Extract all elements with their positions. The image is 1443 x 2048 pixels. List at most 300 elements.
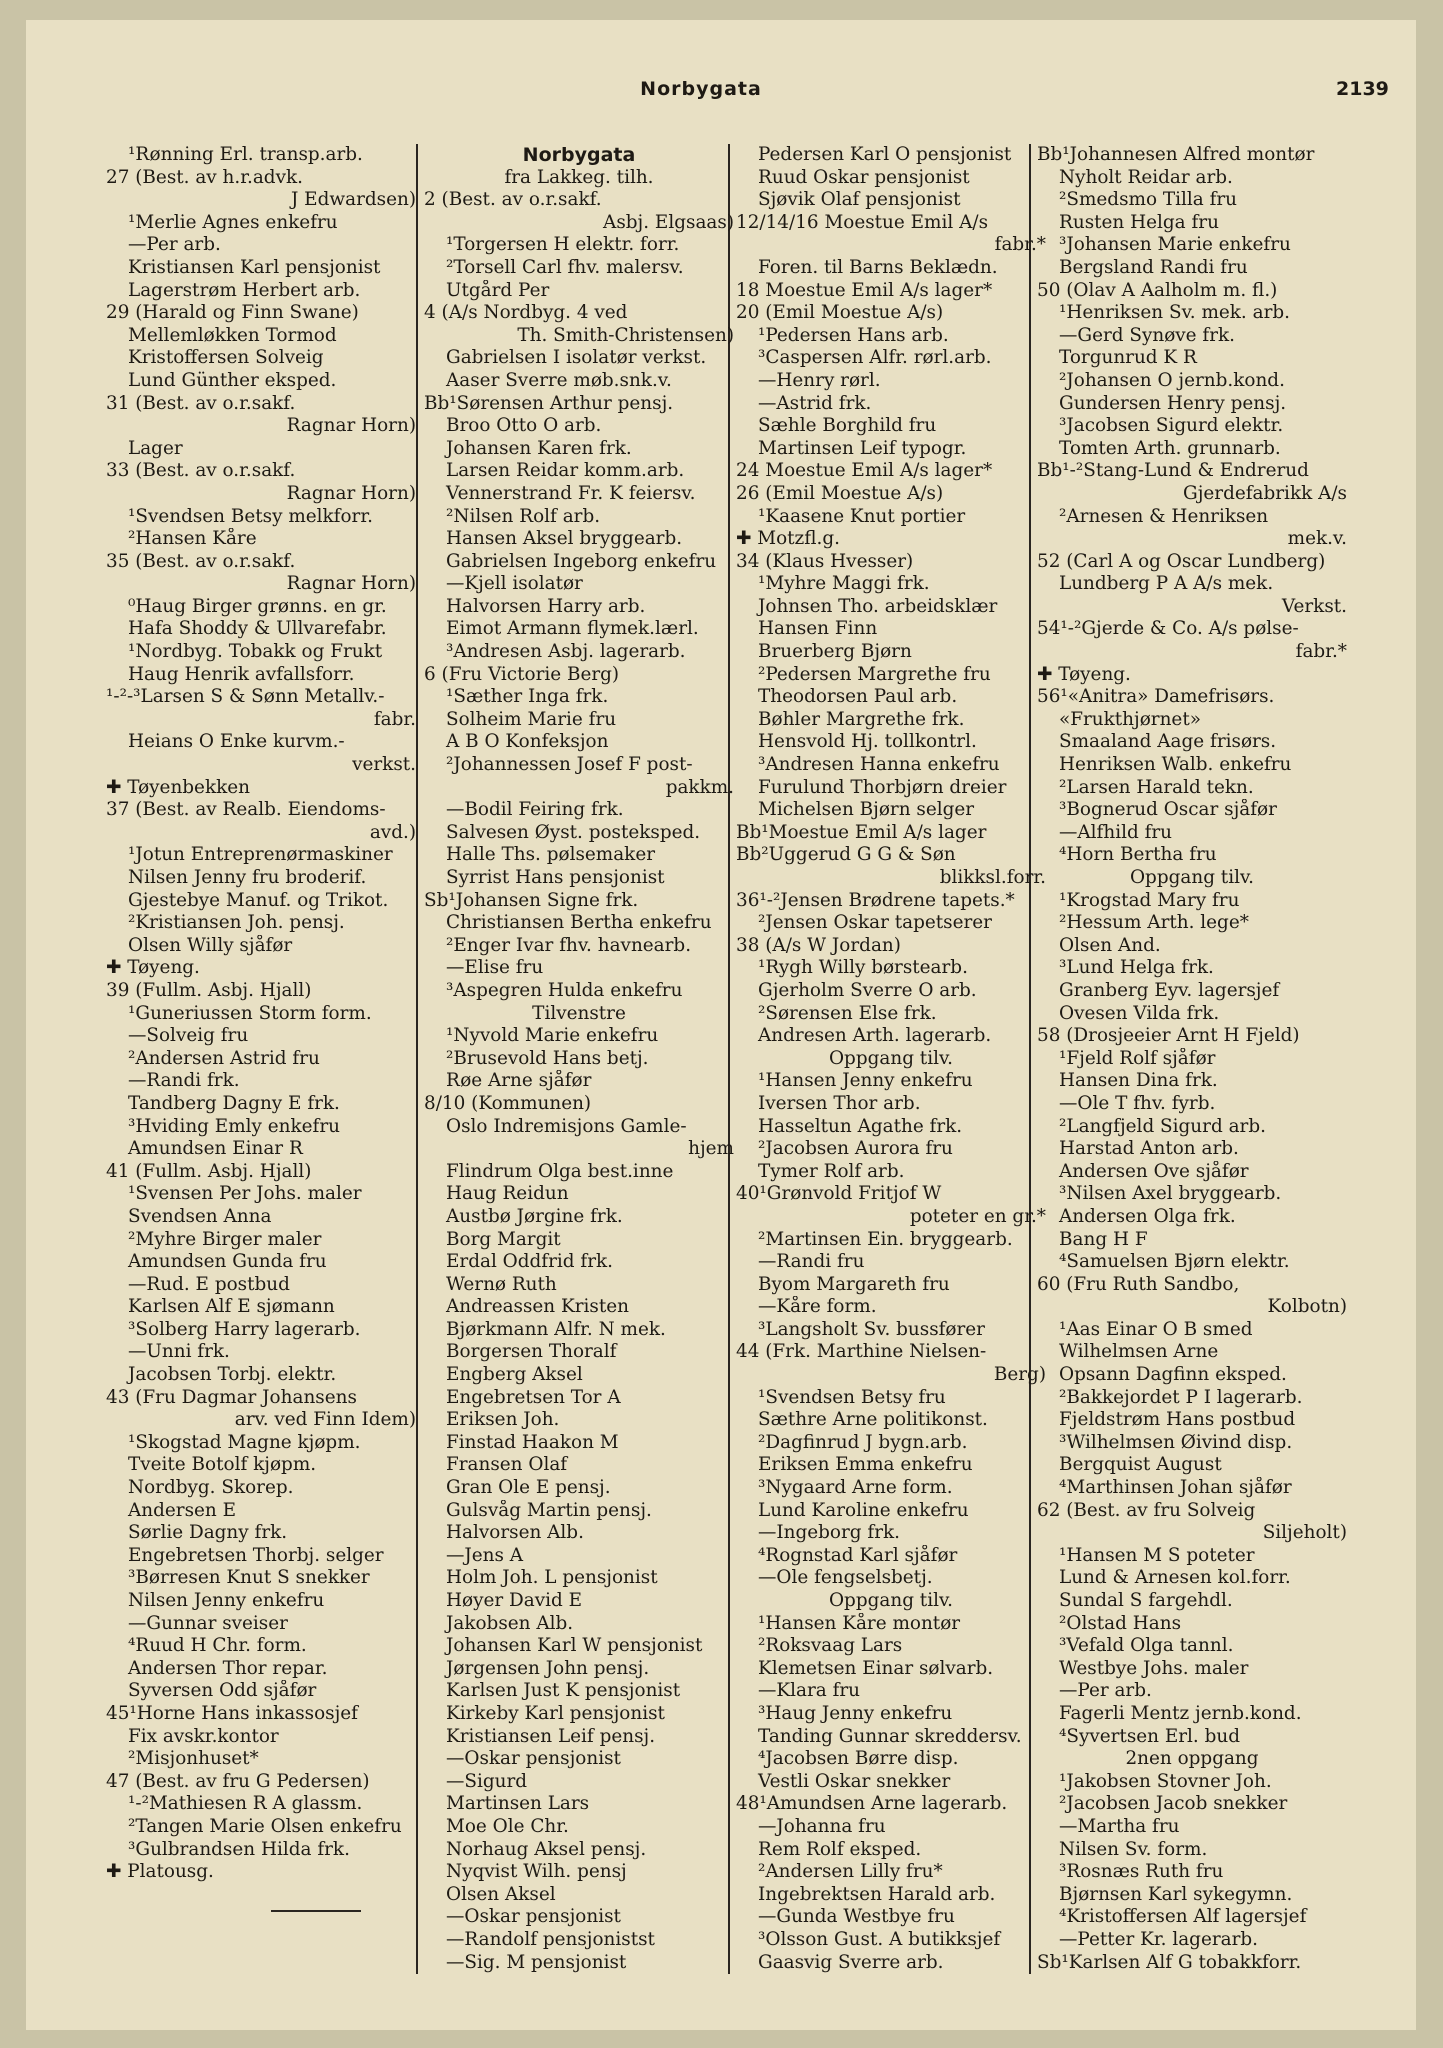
directory-entry: ²Jensen Oskar tapetserer <box>758 912 992 934</box>
directory-entry: 62 (Best. av fru Solveig <box>1037 1499 1256 1521</box>
directory-entry: Oppgang tilv. <box>828 1590 954 1611</box>
directory-entry: mek.v. <box>1287 528 1347 550</box>
directory-entry: blikksl.forr. <box>939 867 1046 888</box>
directory-entry: 58 (Drosjeeier Arnt H Fjeld) <box>1037 1025 1300 1047</box>
directory-entry: Andersen Olga frk. <box>1059 1205 1236 1227</box>
directory-entry: Westbye Johs. maler <box>1059 1657 1249 1679</box>
directory-entry: Johnsen Tho. arbeidsklær <box>758 595 998 617</box>
directory-entry: Andersen E <box>128 1499 237 1521</box>
directory-entry: Halvorsen Harry arb. <box>446 595 646 617</box>
directory-entry: ²Misjonhuset* <box>128 1748 259 1770</box>
directory-entry: 40¹Grønvold Fritjof W <box>736 1183 942 1205</box>
directory-entry: —Astrid frk. <box>758 392 872 414</box>
directory-entry: ³Olsson Gust. A butikksjef <box>758 1928 1001 1950</box>
directory-entry: Ruud Oskar pensjonist <box>758 166 970 188</box>
directory-entry: Olsen Willy sjåfør <box>128 934 293 956</box>
directory-entry: Bruerberg Bjørn <box>758 641 912 663</box>
directory-entry: Tymer Rolf arb. <box>758 1160 905 1182</box>
directory-entry: ¹Hansen Kåre montør <box>758 1612 961 1634</box>
directory-entry: —Johanna fru <box>758 1815 886 1837</box>
directory-entry: —Kåre form. <box>758 1296 877 1318</box>
directory-entry: Finstad Haakon M <box>446 1431 619 1453</box>
directory-entry: ¹Rønning Erl. transp.arb. <box>128 144 363 165</box>
directory-entry: 27 (Best. av h.r.advk. <box>106 166 303 188</box>
directory-entry: Gjerdefabrikk A/s <box>1183 482 1347 504</box>
page-title: Norbygata <box>640 78 762 100</box>
directory-entry: —Klara fru <box>758 1680 861 1702</box>
directory-entry: Aaser Sverre møb.snk.v. <box>446 369 672 391</box>
directory-entry: 26 (Emil Moestue A/s) <box>736 482 944 504</box>
directory-entry: Gabrielsen Ingeborg enkefru <box>446 550 717 572</box>
directory-entry: ¹Aas Einar O B smed <box>1059 1318 1253 1340</box>
directory-entry: Karlsen Alf E sjømann <box>128 1296 335 1318</box>
directory-entry: Lagerstrøm Herbert arb. <box>128 279 361 301</box>
directory-entry: Borg Margit <box>446 1228 561 1250</box>
directory-entry: Engberg Aksel <box>446 1364 583 1386</box>
directory-entry: ⁴Ruud H Chr. form. <box>128 1635 307 1657</box>
directory-entry: Fransen Olaf <box>446 1454 568 1476</box>
directory-entry: A B O Konfeksjon <box>446 731 609 753</box>
directory-entry: Opsann Dagfinn eksped. <box>1059 1364 1287 1386</box>
directory-entry: Ragnar Horn) <box>286 415 416 437</box>
directory-entry: ³Haug Jenny enkefru <box>758 1702 953 1724</box>
page-header <box>26 78 1416 118</box>
directory-entry: Tilvenstre <box>532 1002 626 1024</box>
directory-entry: Gundersen Henry pensj. <box>1059 392 1287 414</box>
directory-entry: ¹Jakobsen Stovner Joh. <box>1059 1770 1272 1792</box>
directory-entry: —Henry rørl. <box>758 369 881 391</box>
directory-entry: Tandberg Dagny E frk. <box>128 1092 340 1114</box>
directory-entry: ¹Hansen Jenny enkefru <box>758 1070 973 1092</box>
directory-entry: ³Bognerud Oscar sjåfør <box>1059 799 1277 821</box>
directory-entry: Sæthre Arne politikonst. <box>758 1409 988 1431</box>
directory-entry: 33 (Best. av o.r.sakf. <box>106 460 296 482</box>
directory-entry: 2nen oppgang <box>1125 1748 1259 1770</box>
directory-entry: 50 (Olav A Aalholm m. fl.) <box>1037 279 1278 301</box>
directory-entry: 24 Moestue Emil A/s lager* <box>736 460 993 482</box>
directory-entry: Moe Ole Chr. <box>446 1815 569 1837</box>
directory-entry: ²Martinsen Ein. bryggearb. <box>758 1228 1013 1250</box>
directory-entry: —Randolf pensjonistst <box>446 1928 655 1950</box>
directory-entry: ³Caspersen Alfr. rørl.arb. <box>758 347 992 369</box>
directory-entry: Harstad Anton arb. <box>1059 1138 1239 1160</box>
directory-entry: Asbj. Elgsaas) <box>603 211 734 233</box>
directory-entry: ²Enger Ivar fhv. havnearb. <box>446 934 692 956</box>
directory-entry: Andreassen Kristen <box>446 1296 629 1318</box>
directory-entry: Sørlie Dagny frk. <box>128 1522 288 1544</box>
directory-entry: Amundsen Einar R <box>128 1138 303 1160</box>
directory-entry: J Edwardsen) <box>290 189 416 211</box>
directory-entry: Hasseltun Agathe frk. <box>758 1115 963 1137</box>
directory-entry: Hafa Shoddy & Ullvarefabr. <box>128 618 387 640</box>
directory-entry: ³Gulbrandsen Hilda frk. <box>128 1838 350 1860</box>
directory-entry: 34 (Klaus Hvesser) <box>736 550 914 572</box>
directory-entry: —Bodil Feiring frk. <box>446 799 624 821</box>
directory-entry: fra Lakkeg. tilh. <box>504 166 654 188</box>
directory-entry: 31 (Best. av o.r.sakf. <box>106 392 296 414</box>
directory-entry: Gulsvåg Martin pensj. <box>446 1499 652 1521</box>
directory-entry: Bøhler Margrethe frk. <box>758 708 965 730</box>
directory-entry: ³Jacobsen Sigurd elektr. <box>1059 415 1284 437</box>
directory-entry: Larsen Reidar komm.arb. <box>446 460 685 482</box>
directory-entry: Lundberg P A A/s mek. <box>1059 573 1274 595</box>
directory-entry: Mellemløkken Tormod <box>128 324 337 346</box>
directory-entry: Lund & Arnesen kol.forr. <box>1059 1567 1291 1589</box>
directory-entry: Høyer David E <box>446 1590 583 1611</box>
directory-entry: Broo Otto O arb. <box>446 415 602 437</box>
directory-entry: Ragnar Horn) <box>286 573 416 595</box>
directory-entry: ³Andresen Asbj. lagerarb. <box>446 641 686 663</box>
directory-entry: —Gunnar sveiser <box>128 1612 288 1634</box>
directory-entry: poteter en gr.* <box>909 1205 1046 1227</box>
directory-entry: —Ole fengselsbetj. <box>758 1567 933 1589</box>
directory-entry: ¹Krogstad Mary fru <box>1059 889 1240 911</box>
directory-entry: Smaaland Aage frisørs. <box>1059 731 1277 753</box>
directory-entry: Byom Margareth fru <box>758 1273 950 1295</box>
directory-entry: ⁴Samuelsen Bjørn elektr. <box>1059 1251 1290 1273</box>
directory-entry: Andresen Arth. lagerarb. <box>758 1025 992 1047</box>
directory-entry: Kristiansen Leif pensj. <box>446 1725 656 1747</box>
directory-entry: Fix avskr.kontor <box>128 1725 279 1747</box>
directory-entry: —Sig. M pensjonist <box>446 1951 627 1973</box>
directory-entry: Bb¹Sørensen Arthur pensj. <box>424 392 674 414</box>
directory-entry: Bb¹Johannesen Alfred montør <box>1037 144 1315 165</box>
directory-entry: 29 (Harald og Finn Swane) <box>106 302 359 324</box>
directory-entry: Amundsen Gunda fru <box>128 1251 327 1273</box>
directory-entry: Bergsland Randi fru <box>1059 256 1248 278</box>
directory-entry: Hansen Dina frk. <box>1059 1070 1218 1092</box>
directory-entry: —Petter Kr. lagerarb. <box>1059 1928 1258 1950</box>
directory-entry: ⁴Jacobsen Børre disp. <box>758 1748 959 1770</box>
directory-entry: ³Lund Helga frk. <box>1059 957 1214 979</box>
directory-entry: ¹Hansen M S poteter <box>1059 1544 1255 1566</box>
directory-entry: ²Tangen Marie Olsen enkefru <box>128 1815 402 1837</box>
directory-entry: Syversen Odd sjåfør <box>128 1680 317 1702</box>
directory-entry: Rem Rolf eksped. <box>758 1838 922 1860</box>
directory-entry: 47 (Best. av fru G Pedersen) <box>106 1770 370 1792</box>
directory-entry: Pedersen Karl O pensjonist <box>758 144 1012 165</box>
directory-entry: ²Langfjeld Sigurd arb. <box>1059 1115 1266 1137</box>
directory-entry: —Randi fru <box>758 1251 865 1273</box>
directory-entry: Norhaug Aksel pensj. <box>446 1838 647 1860</box>
directory-entry: 8/10 (Kommunen) <box>424 1092 592 1114</box>
directory-entry: Sæhle Borghild fru <box>758 415 937 437</box>
directory-entry: Nyqvist Wilh. pensj <box>446 1861 627 1883</box>
directory-entry: Foren. til Barns Beklædn. <box>758 256 998 278</box>
directory-entry: Lund Karoline enkefru <box>758 1499 969 1521</box>
directory-entry: 56¹«Anitra» Damefrisørs. <box>1037 686 1275 708</box>
directory-entry: —Ole T fhv. fyrb. <box>1059 1092 1216 1114</box>
directory-entry: verkst. <box>352 754 416 776</box>
directory-entry: ²Roksvaag Lars <box>758 1635 903 1657</box>
directory-entry: —Kjell isolatør <box>446 573 583 595</box>
directory-entry: Iversen Thor arb. <box>758 1092 921 1114</box>
directory-entry: Haug Reidun <box>446 1183 569 1205</box>
directory-entry: Hensvold Hj. tollkontrl. <box>758 731 977 753</box>
directory-entry: ²Bakkejordet P I lagerarb. <box>1059 1386 1303 1408</box>
directory-entry: ¹Torgersen H elektr. forr. <box>446 234 680 256</box>
directory-entry: Rusten Helga fru <box>1059 211 1219 233</box>
directory-entry: 45¹Horne Hans inkassosjef <box>106 1702 358 1724</box>
directory-entry: Eimot Armann flymek.lærl. <box>446 618 699 640</box>
directory-entry: Sjøvik Olaf pensjonist <box>758 189 961 211</box>
directory-entry: 18 Moestue Emil A/s lager* <box>736 279 993 301</box>
directory-entry: Sb¹Karlsen Alf G tobakkforr. <box>1037 1951 1302 1973</box>
directory-entry: Klemetsen Einar sølvarb. <box>758 1657 994 1679</box>
directory-entry: ²Myhre Birger maler <box>128 1228 322 1250</box>
directory-entry: Olsen And. <box>1059 934 1161 956</box>
directory-entry: Ovesen Vilda frk. <box>1059 1002 1220 1024</box>
directory-entry: ²Smedsmo Tilla fru <box>1059 189 1238 211</box>
column-2 <box>424 144 734 1974</box>
directory-entry: —Sigurd <box>446 1770 528 1792</box>
directory-entry: Kristiansen Karl pensjonist <box>128 256 381 278</box>
end-rule <box>271 1910 361 1912</box>
directory-entry: 37 (Best. av Realb. Eiendoms- <box>106 799 386 821</box>
directory-entry: —Jens A <box>446 1544 524 1566</box>
directory-entry: Haug Henrik avfallsforr. <box>128 663 355 685</box>
directory-entry: —Per arb. <box>1059 1680 1152 1702</box>
directory-entry: Syrrist Hans pensjonist <box>446 867 665 888</box>
directory-entry: ¹Svendsen Betsy melkforr. <box>128 505 373 527</box>
directory-entry: —Alfhild fru <box>1059 821 1173 843</box>
directory-entry: Oppgang tilv. <box>828 1047 954 1069</box>
directory-entry: «Frukthjørnet» <box>1059 708 1201 730</box>
directory-entry: Bang H F <box>1059 1228 1148 1250</box>
directory-entry: ³Langsholt Sv. bussfører <box>758 1318 985 1340</box>
directory-entry: Verkst. <box>1281 595 1347 617</box>
column-4 <box>1037 144 1347 1974</box>
directory-entry: Borgersen Thoralf <box>446 1341 617 1363</box>
directory-entry: 2 (Best. av o.r.sakf. <box>424 189 602 211</box>
directory-entry: —Gunda Westbye fru <box>758 1906 955 1928</box>
directory-entry: ²Hansen Kåre <box>128 528 257 550</box>
directory-entry: ⁴Rognstad Karl sjåfør <box>758 1544 958 1566</box>
directory-entry: 60 (Fru Ruth Sandbo, <box>1037 1273 1240 1295</box>
directory-entry: Andersen Ove sjåfør <box>1059 1160 1249 1182</box>
directory-entry: Lund Günther eksped. <box>128 369 337 391</box>
directory-entry: ✚ Tøyeng. <box>1037 663 1131 685</box>
directory-entry: ²Torsell Carl fhv. malersv. <box>446 256 684 278</box>
directory-entry: —Rud. E postbud <box>128 1273 290 1295</box>
directory-entry: Norbygata <box>522 144 636 166</box>
directory-entry: ⁴Kristoffersen Alf lagersjef <box>1059 1906 1307 1928</box>
directory-entry: ¹Jotun Entreprenørmaskiner <box>128 844 393 866</box>
directory-entry: —Per arb. <box>128 234 221 256</box>
directory-entry: Christiansen Bertha enkefru <box>446 912 712 934</box>
directory-entry: ¹Merlie Agnes enkefru <box>128 211 338 233</box>
directory-entry: ⁴Syvertsen Erl. bud <box>1059 1725 1241 1747</box>
directory-entry: Ragnar Horn) <box>286 482 416 504</box>
directory-entry: 54¹-²Gjerde & Co. A/s pølse- <box>1037 618 1299 640</box>
directory-entry: Torgunrud K R <box>1059 347 1197 369</box>
directory-entry: Bjørkmann Alfr. N mek. <box>446 1318 666 1340</box>
directory-entry: avd.) <box>369 821 416 843</box>
directory-entry: ¹Svendsen Betsy fru <box>758 1386 946 1408</box>
directory-entry: Martinsen Lars <box>446 1793 590 1815</box>
directory-entry: fabr.* <box>994 234 1046 256</box>
directory-entry: Flindrum Olga best.inne <box>446 1160 674 1182</box>
directory-entry: Engebretsen Tor A <box>446 1386 621 1408</box>
directory-entry: Eriksen Joh. <box>446 1409 560 1431</box>
directory-entry: ³Rosnæs Ruth fru <box>1059 1861 1224 1883</box>
directory-entry: Berg) <box>993 1364 1046 1386</box>
directory-entry: Michelsen Bjørn selger <box>758 799 975 821</box>
directory-entry: 52 (Carl A og Oscar Lundberg) <box>1037 550 1326 572</box>
directory-entry: ²Hessum Arth. lege* <box>1059 912 1249 934</box>
directory-entry: —Unni frk. <box>128 1341 230 1363</box>
directory-entry: ¹Fjeld Rolf sjåfør <box>1059 1047 1216 1069</box>
directory-entry: ✚ Platousg. <box>106 1861 214 1883</box>
directory-entry: arv. ved Finn Idem) <box>234 1409 416 1431</box>
directory-entry: Vennerstrand Fr. K feiersv. <box>446 482 696 504</box>
directory-entry: Granberg Eyv. lagersjef <box>1059 979 1280 1001</box>
directory-entry: Engebretsen Thorbj. selger <box>128 1544 384 1566</box>
directory-entry: ¹Sæther Inga frk. <box>446 686 609 708</box>
directory-entry: 12/14/16 Moestue Emil A/s <box>736 211 989 233</box>
directory-entry: Solheim Marie fru <box>446 708 617 730</box>
directory-entry: Hansen Finn <box>758 618 878 640</box>
directory-entry: ³Johansen Marie enkefru <box>1059 234 1291 256</box>
directory-entry: Halle Ths. pølsemaker <box>446 844 656 866</box>
directory-entry: Fjeldstrøm Hans postbud <box>1059 1409 1296 1431</box>
column-1 <box>106 144 416 1974</box>
directory-entry: Karlsen Just K pensjonist <box>446 1680 681 1702</box>
directory-entry: —Solveig fru <box>128 1025 249 1047</box>
directory-entry: Th. Smith-Christensen) <box>517 324 734 346</box>
directory-entry: ¹Pedersen Hans arb. <box>758 324 949 346</box>
directory-entry: 6 (Fru Victorie Berg) <box>424 663 620 685</box>
directory-entry: 48¹Amundsen Arne lagerarb. <box>736 1793 1008 1815</box>
directory-entry: ³Wilhelmsen Øivind disp. <box>1059 1431 1293 1453</box>
directory-entry: —Oskar pensjonist <box>446 1906 621 1928</box>
directory-entry: 39 (Fullm. Asbj. Hjall) <box>106 979 312 1001</box>
directory-entry: Kristoffersen Solveig <box>128 347 324 369</box>
directory-entry: ¹Svensen Per Johs. maler <box>128 1183 362 1205</box>
directory-entry: Bb²Uggerud G G & Søn <box>736 844 956 866</box>
directory-entry: ✚ Motzfl.g. <box>736 528 840 550</box>
directory-entry: Oppgang tilv. <box>1129 867 1255 888</box>
directory-entry: ¹Kaasene Knut portier <box>758 505 966 527</box>
directory-entry: fabr. <box>373 708 416 730</box>
directory-entry: ²Arnesen & Henriksen <box>1059 505 1269 527</box>
column-3 <box>736 144 1046 1974</box>
directory-entry: Nilsen Sv. form. <box>1059 1838 1208 1860</box>
directory-entry: 41 (Fullm. Asbj. Hjall) <box>106 1160 312 1182</box>
directory-entry: Oslo Indremisjons Gamle- <box>446 1115 687 1137</box>
directory-entry: ✚ Tøyenbekken <box>106 776 250 798</box>
directory-entry: ¹Myhre Maggi frk. <box>758 573 930 595</box>
directory-entry: ⁰Haug Birger grønns. en gr. <box>128 595 387 617</box>
directory-entry: Salvesen Øyst. posteksped. <box>446 821 701 843</box>
directory-entry: —Randi frk. <box>128 1070 240 1092</box>
directory-entry: ²Pedersen Margrethe fru <box>758 663 991 685</box>
directory-entry: Theodorsen Paul arb. <box>758 686 958 708</box>
directory-entry: fabr.* <box>1295 641 1347 663</box>
directory-entry: 4 (A/s Nordbyg. 4 ved <box>424 302 628 324</box>
directory-entry: Gjestebye Manuf. og Trikot. <box>128 889 389 911</box>
directory-entry: ²Andersen Astrid fru <box>128 1047 320 1069</box>
directory-entry: —Martha fru <box>1059 1815 1180 1837</box>
directory-entry: 35 (Best. av o.r.sakf. <box>106 550 296 572</box>
column-divider <box>416 144 418 1974</box>
directory-entry: Holm Joh. L pensjonist <box>446 1567 658 1589</box>
directory-entry: —Elise fru <box>446 957 544 979</box>
directory-entry: Hansen Aksel bryggearb. <box>446 528 683 550</box>
directory-entry: ²Sørensen Else frk. <box>758 1002 937 1024</box>
directory-entry: ²Nilsen Rolf arb. <box>446 505 601 527</box>
directory-entry: ¹Guneriussen Storm form. <box>128 1002 372 1024</box>
directory-entry: Bb¹Moestue Emil A/s lager <box>736 821 987 843</box>
directory-entry: Austbø Jørgine frk. <box>446 1205 623 1227</box>
directory-entry: ⁴Horn Bertha fru <box>1059 844 1217 866</box>
directory-entry: ³Hviding Emly enkefru <box>128 1115 340 1137</box>
directory-entry: Jacobsen Torbj. elektr. <box>128 1364 337 1386</box>
directory-entry: Nilsen Jenny enkefru <box>128 1590 325 1611</box>
directory-entry: ²Jacobsen Aurora fru <box>758 1138 953 1160</box>
directory-entry: Tveite Botolf kjøpm. <box>128 1454 317 1476</box>
directory-entry: Gran Ole E pensj. <box>446 1477 611 1499</box>
directory-entry: Wernø Ruth <box>446 1273 557 1295</box>
directory-entry: ¹Skogstad Magne kjøpm. <box>128 1431 361 1453</box>
directory-entry: ³Nygaard Arne form. <box>758 1477 953 1499</box>
directory-entry: ²Andersen Lilly fru* <box>758 1861 943 1883</box>
directory-entry: Siljeholt) <box>1262 1522 1347 1544</box>
directory-entry: Jørgensen John pensj. <box>446 1657 650 1679</box>
directory-entry: Bjørnsen Karl sykegymn. <box>1059 1883 1293 1905</box>
directory-entry: ²Olstad Hans <box>1059 1612 1182 1634</box>
directory-entry: Sb¹Johansen Signe frk. <box>424 889 639 911</box>
directory-entry: ²Brusevold Hans betj. <box>446 1047 649 1069</box>
directory-entry: —Gerd Synøve frk. <box>1059 324 1235 346</box>
directory-entry: Sundal S fargehdl. <box>1059 1590 1233 1611</box>
directory-entry: Eriksen Emma enkefru <box>758 1454 973 1476</box>
directory-entry: ²Larsen Harald tekn. <box>1059 776 1254 798</box>
directory-entry: Johansen Karl W pensjonist <box>446 1635 703 1657</box>
directory-entry: 36¹-²Jensen Brødrene tapets.* <box>736 889 1015 911</box>
directory-entry: ¹-²-³Larsen S & Sønn Metallv.- <box>106 686 385 708</box>
directory-entry: Utgård Per <box>446 279 550 301</box>
directory-entry: Erdal Oddfrid frk. <box>446 1251 613 1273</box>
directory-entry: Røe Arne sjåfør <box>446 1070 592 1092</box>
directory-entry: ¹Nyvold Marie enkefru <box>446 1025 659 1047</box>
directory-entry: Ingebrektsen Harald arb. <box>758 1883 996 1905</box>
directory-entry: ³Børresen Knut S snekker <box>128 1567 370 1589</box>
directory-entry: ¹Henriksen Sv. mek. arb. <box>1059 302 1290 324</box>
directory-entry: Kolbotn) <box>1267 1296 1347 1318</box>
directory-entry: Martinsen Leif typogr. <box>758 437 967 459</box>
directory-entry: ¹Nordbyg. Tobakk og Frukt <box>128 641 383 663</box>
directory-entry: pakkm. <box>665 776 734 798</box>
directory-entry: Lager <box>128 437 183 459</box>
directory-entry: Vestli Oskar snekker <box>758 1770 951 1792</box>
directory-entry: Gjerholm Sverre O arb. <box>758 979 977 1001</box>
directory-entry: 43 (Fru Dagmar Johansens <box>106 1386 357 1408</box>
directory-entry: Heians O Enke kurvm.- <box>128 731 345 753</box>
directory-entry: Olsen Aksel <box>446 1883 556 1905</box>
directory-entry: Svendsen Anna <box>128 1205 272 1227</box>
directory-entry: ²Kristiansen Joh. pensj. <box>128 912 345 934</box>
directory-entry: —Oskar pensjonist <box>446 1748 621 1770</box>
directory-entry: Nordbyg. Skorep. <box>128 1477 294 1499</box>
directory-entry: Andersen Thor repar. <box>128 1657 328 1679</box>
directory-entry: Bb¹-²Stang-Lund & Endrerud <box>1037 460 1309 482</box>
directory-entry: Fagerli Mentz jernb.kond. <box>1059 1702 1302 1724</box>
directory-entry: ³Nilsen Axel bryggearb. <box>1059 1183 1282 1205</box>
directory-entry: ¹-²Mathiesen R A glassm. <box>128 1793 363 1815</box>
directory-entry: ⁴Marthinsen Johan sjåfør <box>1059 1477 1292 1499</box>
directory-entry: 44 (Frk. Marthine Nielsen- <box>736 1341 987 1363</box>
